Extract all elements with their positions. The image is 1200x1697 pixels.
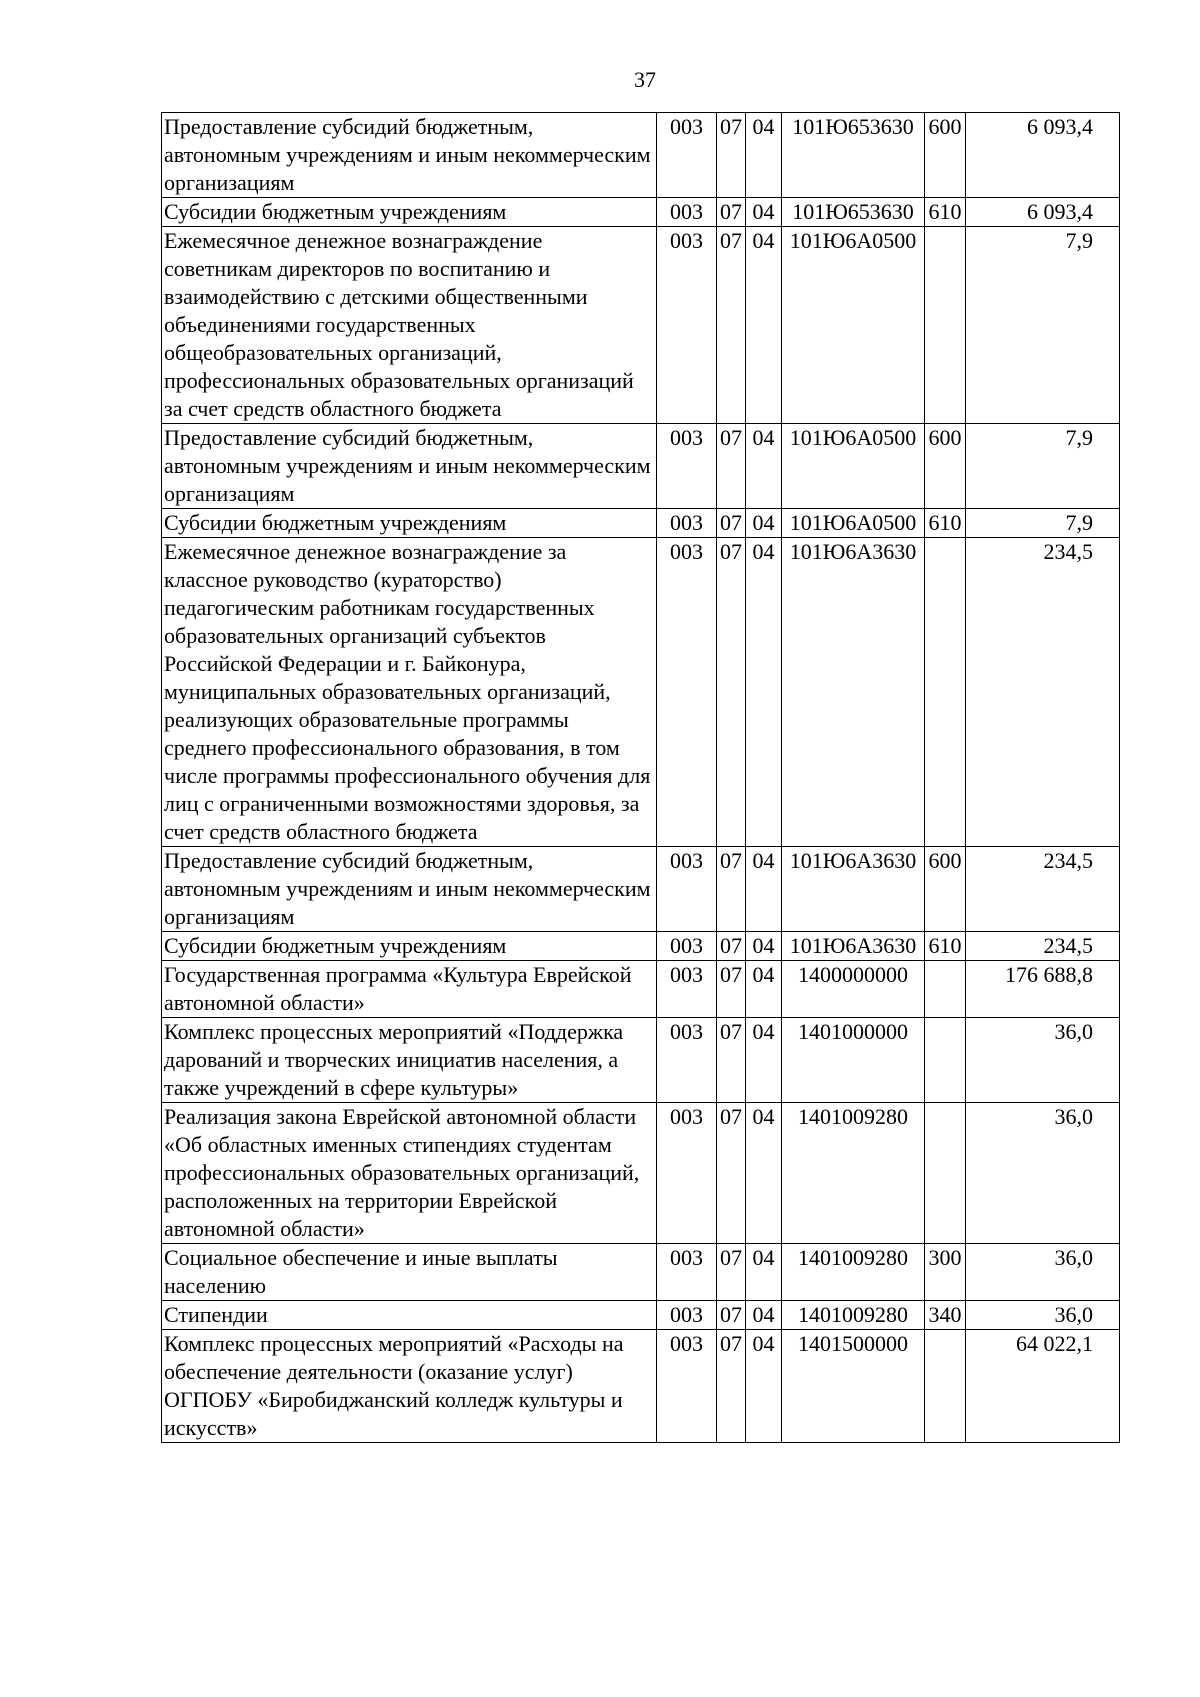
row-subsection-code: 04: [746, 1103, 782, 1244]
row-target-article-code: 1401000000: [782, 1018, 925, 1103]
row-amount: 234,5: [966, 847, 1120, 932]
row-expense-type-code: 610: [925, 198, 966, 227]
row-target-article-code: 1401009280: [782, 1301, 925, 1330]
row-amount: 6 093,4: [966, 198, 1120, 227]
row-ved-code: 003: [657, 961, 717, 1018]
row-ved-code: 003: [657, 1018, 717, 1103]
row-amount: 6 093,4: [966, 113, 1120, 198]
row-description: Комплекс процессных мероприятий «Поддержка дарований и творческих инициатив населения, а также учреждений в сфере культуры»: [162, 1018, 657, 1103]
row-expense-type-code: [925, 538, 966, 847]
row-expense-type-code: [925, 1018, 966, 1103]
row-description: Предоставление субсидий бюджетным, автономным учреждениям и иным некоммерческим организациям: [162, 113, 657, 198]
row-expense-type-code: [925, 227, 966, 424]
row-description: Ежемесячное денежное вознаграждение советникам директоров по воспитанию и взаимодействию с детскими общественными объединениями государственных общеобразовательных организаций, профессиональных образовательных организаций за счет средств областного бюджета: [162, 227, 657, 424]
table-row: [162, 424, 1120, 509]
table-row: [162, 1330, 1120, 1443]
row-expense-type-code: [925, 1330, 966, 1443]
row-amount: 64 022,1: [966, 1330, 1120, 1443]
row-section-code: 07: [717, 538, 746, 847]
row-amount: 176 688,8: [966, 961, 1120, 1018]
table-row: [162, 509, 1120, 538]
row-ved-code: 003: [657, 424, 717, 509]
row-subsection-code: 04: [746, 1301, 782, 1330]
table-row: [162, 847, 1120, 932]
row-ved-code: 003: [657, 538, 717, 847]
row-ved-code: 003: [657, 198, 717, 227]
row-subsection-code: 04: [746, 113, 782, 198]
row-expense-type-code: [925, 961, 966, 1018]
row-ved-code: 003: [657, 1244, 717, 1301]
row-description: Социальное обеспечение и иные выплаты населению: [162, 1244, 657, 1301]
row-description: Государственная программа «Культура Еврейской автономной области»: [162, 961, 657, 1018]
row-target-article-code: 1401009280: [782, 1244, 925, 1301]
row-subsection-code: 04: [746, 538, 782, 847]
table-row: [162, 113, 1120, 198]
row-amount: 7,9: [966, 424, 1120, 509]
row-ved-code: 003: [657, 1330, 717, 1443]
row-target-article-code: 101Ю6А0500: [782, 424, 925, 509]
row-section-code: 07: [717, 1103, 746, 1244]
row-description: Предоставление субсидий бюджетным, автономным учреждениям и иным некоммерческим организациям: [162, 424, 657, 509]
row-target-article-code: 101Ю653630: [782, 113, 925, 198]
row-description: Комплекс процессных мероприятий «Расходы на обеспечение деятельности (оказание услуг) ОГПОБУ «Биробиджанский колледж культуры и искусств»: [162, 1330, 657, 1443]
row-target-article-code: 101Ю6А3630: [782, 932, 925, 961]
row-amount: 36,0: [966, 1103, 1120, 1244]
budget-table: [161, 112, 1120, 1443]
row-expense-type-code: 600: [925, 424, 966, 509]
row-expense-type-code: 300: [925, 1244, 966, 1301]
row-amount: 7,9: [966, 227, 1120, 424]
budget-table-body: [162, 113, 1120, 1443]
row-expense-type-code: 340: [925, 1301, 966, 1330]
row-target-article-code: 1400000000: [782, 961, 925, 1018]
row-target-article-code: 101Ю6А3630: [782, 538, 925, 847]
row-expense-type-code: 600: [925, 847, 966, 932]
table-row: [162, 1244, 1120, 1301]
row-amount: 234,5: [966, 538, 1120, 847]
row-section-code: 07: [717, 1018, 746, 1103]
row-ved-code: 003: [657, 1103, 717, 1244]
row-description: Предоставление субсидий бюджетным, автономным учреждениям и иным некоммерческим организациям: [162, 847, 657, 932]
row-target-article-code: 1401500000: [782, 1330, 925, 1443]
row-amount: 234,5: [966, 932, 1120, 961]
row-ved-code: 003: [657, 847, 717, 932]
row-expense-type-code: [925, 1103, 966, 1244]
table-row: [162, 227, 1120, 424]
row-target-article-code: 101Ю6А3630: [782, 847, 925, 932]
page-number: 37: [634, 67, 656, 92]
row-amount: 36,0: [966, 1018, 1120, 1103]
row-ved-code: 003: [657, 509, 717, 538]
table-row: [162, 198, 1120, 227]
row-section-code: 07: [717, 198, 746, 227]
row-description: Ежемесячное денежное вознаграждение за классное руководство (кураторство) педагогическим работникам государственных образовательных организаций субъектов Российской Федерации и г. Байконура, муниципальных образовательных организаций, реализующих образовательные программы среднего профессионального образования, в том числе программы профессионального обучения для лиц с ограниченными возможностями здоровья, за счет средств областного бюджета: [162, 538, 657, 847]
row-target-article-code: 1401009280: [782, 1103, 925, 1244]
row-description: Субсидии бюджетным учреждениям: [162, 932, 657, 961]
row-subsection-code: 04: [746, 932, 782, 961]
row-section-code: 07: [717, 227, 746, 424]
row-amount: 36,0: [966, 1244, 1120, 1301]
row-subsection-code: 04: [746, 509, 782, 538]
row-section-code: 07: [717, 424, 746, 509]
row-section-code: 07: [717, 932, 746, 961]
table-row: [162, 1103, 1120, 1244]
row-expense-type-code: 610: [925, 932, 966, 961]
row-subsection-code: 04: [746, 1244, 782, 1301]
row-section-code: 07: [717, 1301, 746, 1330]
row-ved-code: 003: [657, 227, 717, 424]
row-subsection-code: 04: [746, 847, 782, 932]
table-row: [162, 538, 1120, 847]
row-section-code: 07: [717, 1244, 746, 1301]
row-ved-code: 003: [657, 932, 717, 961]
row-target-article-code: 101Ю6А0500: [782, 227, 925, 424]
table-row: [162, 1301, 1120, 1330]
row-subsection-code: 04: [746, 1018, 782, 1103]
row-description: Субсидии бюджетным учреждениям: [162, 198, 657, 227]
row-amount: 36,0: [966, 1301, 1120, 1330]
row-description: Реализация закона Еврейской автономной области «Об областных именных стипендиях студентам профессиональных образовательных организаций, расположенных на территории Еврейской автономной области»: [162, 1103, 657, 1244]
table-row: [162, 961, 1120, 1018]
row-description: Субсидии бюджетным учреждениям: [162, 509, 657, 538]
row-subsection-code: 04: [746, 227, 782, 424]
row-ved-code: 003: [657, 1301, 717, 1330]
row-subsection-code: 04: [746, 424, 782, 509]
table-row: [162, 932, 1120, 961]
row-description: Стипендии: [162, 1301, 657, 1330]
row-target-article-code: 101Ю653630: [782, 198, 925, 227]
row-target-article-code: 101Ю6А0500: [782, 509, 925, 538]
row-section-code: 07: [717, 113, 746, 198]
row-expense-type-code: 610: [925, 509, 966, 538]
row-subsection-code: 04: [746, 961, 782, 1018]
row-section-code: 07: [717, 961, 746, 1018]
table-row: [162, 1018, 1120, 1103]
row-subsection-code: 04: [746, 1330, 782, 1443]
row-section-code: 07: [717, 1330, 746, 1443]
row-ved-code: 003: [657, 113, 717, 198]
row-subsection-code: 04: [746, 198, 782, 227]
row-expense-type-code: 600: [925, 113, 966, 198]
row-amount: 7,9: [966, 509, 1120, 538]
row-section-code: 07: [717, 509, 746, 538]
row-section-code: 07: [717, 847, 746, 932]
